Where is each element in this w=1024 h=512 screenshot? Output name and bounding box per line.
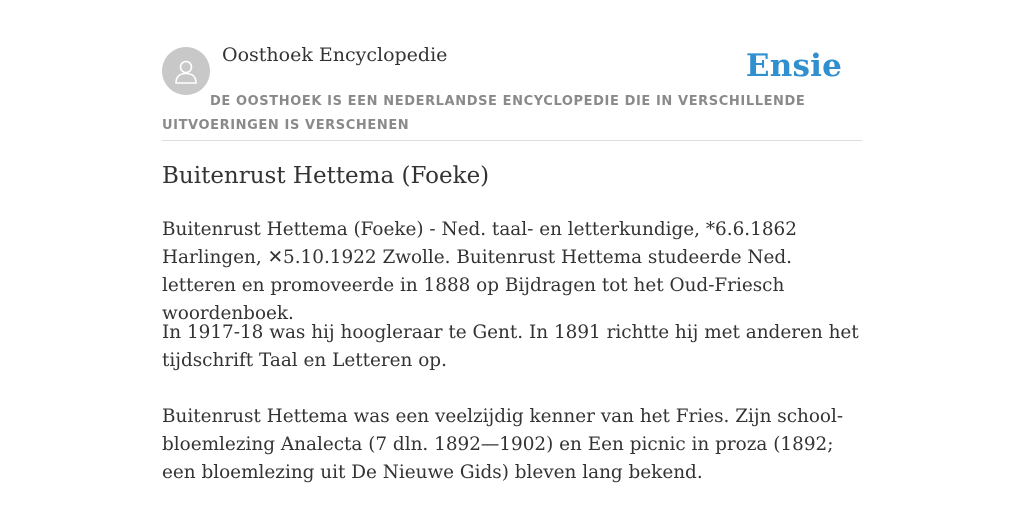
user-icon — [172, 57, 200, 85]
avatar[interactable] — [162, 47, 210, 95]
source-name[interactable]: Oosthoek Encyclopedie — [222, 44, 448, 66]
source-description: DE OOSTHOEK IS EEN NEDERLANDSE ENCYCLOPEDIE DIE IN VERSCHILLENDE UITVOERINGEN IS VERSCHENEN — [162, 94, 806, 133]
article-paragraph: Buitenrust Hettema was een veelzijdig kenner van het Fries. Zijn school-bloemlezing Analecta (7 dln. 1892—1902) en Een picnic in proza (1892; een bloemlezing uit De Nieuwe Gids) bleven lang bekend. — [162, 406, 844, 483]
brand-logo[interactable]: Ensie — [745, 48, 842, 84]
page-container — [162, 0, 862, 483]
source-header — [162, 0, 862, 141]
article-paragraph: Buitenrust Hettema (Foeke) - Ned. taal- en letterkundige, *6.6.1862 Harlingen, ✕5.10.1922 Zwolle. Buitenrust Hettema studeerde Ned. letteren en promoveerde in 1888 op Bijdragen tot het Oud-Friesch woordenboek. — [162, 219, 797, 324]
article-title: Buitenrust Hettema (Foeke) — [162, 163, 490, 189]
article-paragraph: In 1917-18 was hij hoogleraar te Gent. In 1891 richtte hij met anderen het tijdschrift Taal en Letteren op. — [162, 322, 859, 371]
